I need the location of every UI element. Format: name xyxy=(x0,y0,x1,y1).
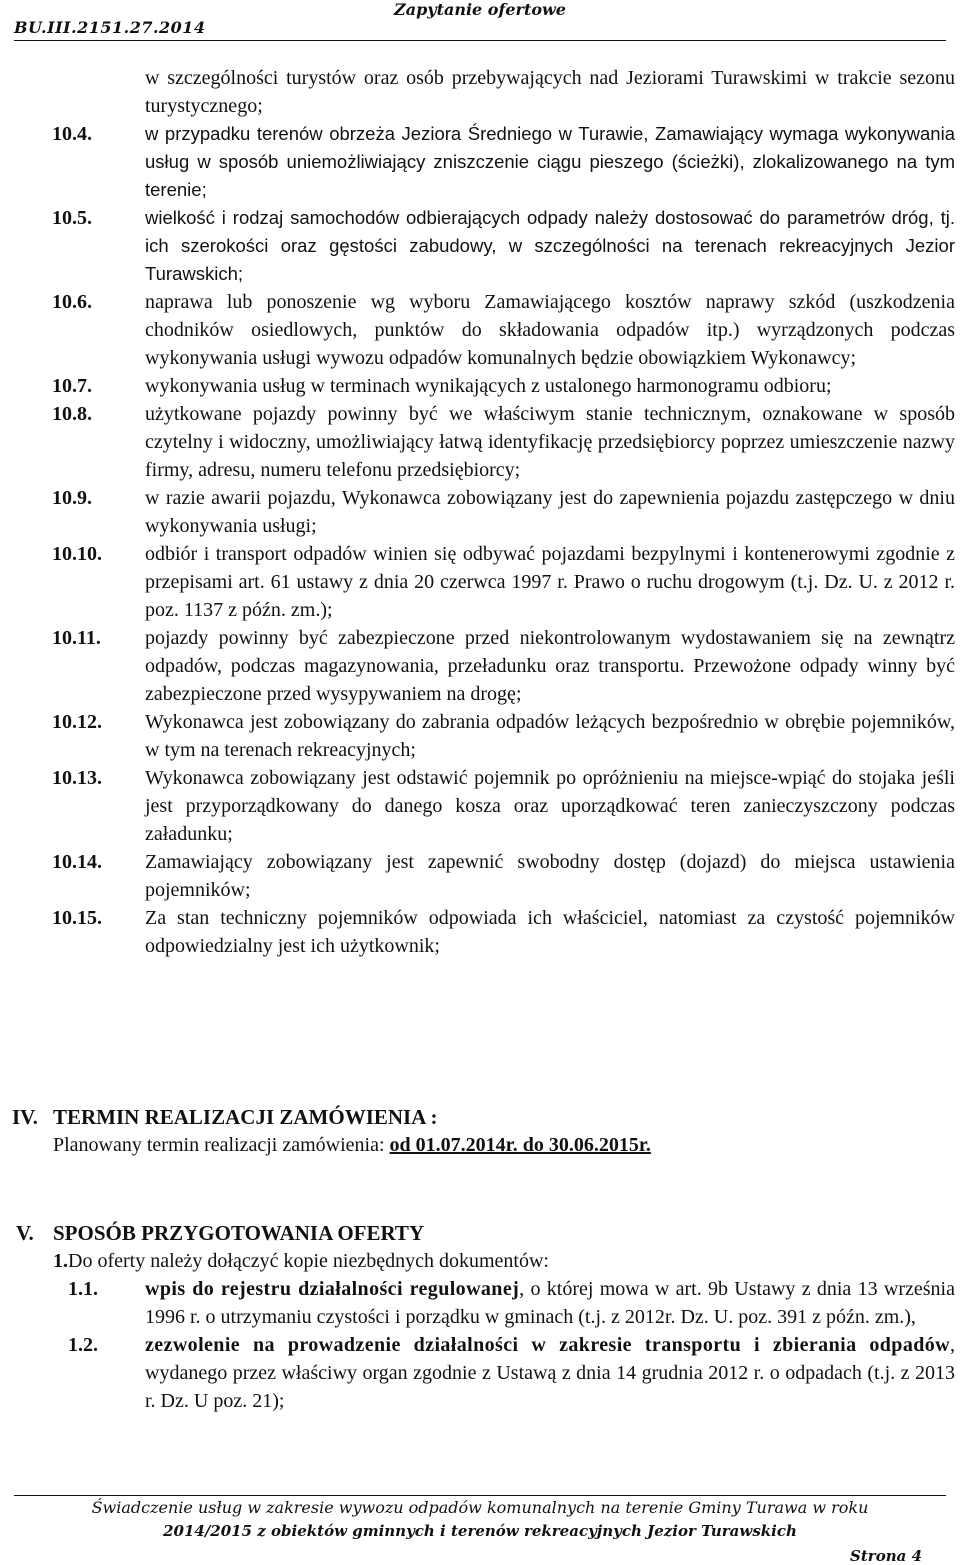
documents-list xyxy=(52,1275,955,1415)
document-item-text xyxy=(145,1275,955,1331)
item-text: Wykonawca zobowiązany jest odstawić pojemnik po opróżnieniu na miejsce-wpiąć do stojaka jeśli jest przyporządkowany do danego kosza oraz uporządkować teren zanieczyszczony podczas załadunku; xyxy=(145,767,955,845)
document-reference: BU.III.2151.27.2014 xyxy=(14,18,206,37)
list-item xyxy=(52,904,955,960)
item-text: Wykonawca jest zobowiązany do zabrania odpadów leżących bezpośrednio w obrębie pojemników, w tym na terenach rekreacyjnych; xyxy=(145,711,955,761)
list-item xyxy=(52,120,955,204)
item-number: 10.14. xyxy=(52,851,102,873)
section-v xyxy=(12,1219,954,1275)
item-number: 10.4. xyxy=(52,123,92,145)
item-number: 10.7. xyxy=(52,375,92,397)
page-number: Strona 4 xyxy=(850,1547,922,1565)
section-iv xyxy=(12,1103,954,1159)
document-item-number: 1.2. xyxy=(68,1334,98,1356)
item-number: 10.11. xyxy=(52,627,101,649)
list-item xyxy=(52,708,955,764)
item-number: 10.5. xyxy=(52,207,92,229)
section-iv-heading xyxy=(12,1103,954,1131)
section-v-intro-number: 1. xyxy=(53,1250,68,1272)
section-iv-body xyxy=(53,1131,954,1159)
item-text: wielkość i rodzaj samochodów odbierających odpady należy dostosować do parametrów dróg, tj. ich szerokości oraz gęstości zabudowy, w szczególności na terenach rekreacyjnych Jezior Turawskich; xyxy=(145,207,955,284)
document-item-number: 1.1. xyxy=(68,1278,98,1300)
page-header xyxy=(0,0,960,44)
document-item-text xyxy=(145,1331,955,1415)
document-item xyxy=(52,1331,955,1415)
footer-line-1: Świadczenie usług w zakresie wywozu odpadów komunalnych na terenie Gminy Turawa w roku xyxy=(91,1498,869,1517)
item-number: 10.10. xyxy=(52,543,102,565)
section-v-intro-text: Do oferty należy dołączyć kopie niezbędnych dokumentów: xyxy=(68,1250,549,1272)
section-iv-title: TERMIN REALIZACJI ZAMÓWIENIA : xyxy=(53,1105,438,1129)
section-v-intro xyxy=(53,1247,954,1275)
list-item xyxy=(52,372,955,400)
item-text: Za stan techniczny pojemników odpowiada ich właściciel, natomiast za czystość pojemników odpowiedzialny jest ich użytkownik; xyxy=(145,907,955,957)
document-item xyxy=(52,1275,955,1331)
item-text: naprawa lub ponoszenie wg wyboru Zamawiającego kosztów naprawy szkód (uszkodzenia chodników osiedlowych, punktów do składowania odpadów itp.) wyrządzonych podczas wykonywania usługi wywozu odpadów komunalnych będzie obowiązkiem Wykonawcy; xyxy=(145,291,955,369)
list-item xyxy=(52,764,955,848)
item-text: użytkowane pojazdy powinny być we właściwym stanie technicznym, oznakowane w sposób czytelny i widoczny, umożliwiający łatwą identyfikację przedsiębiorcy poprzez umieszczenie nazwy firmy, adresu, numeru telefonu przedsiębiorcy; xyxy=(145,403,955,481)
document-item-title: zezwolenie na prowadzenie działalności w zakresie transportu i zbierania odpadów xyxy=(145,1334,950,1356)
item-text: pojazdy powinny być zabezpieczone przed niekontrolowanym wydostawaniem się na zewnątrz odpadów, podczas magazynowania, przeładunku oraz transportu. Przewożone odpady winny być zabezpieczone przed wysypywaniem na drogę; xyxy=(145,627,955,705)
footer-line-2: 2014/2015 z obiektów gminnych i terenów rekreacyjnych Jezior Turawskich xyxy=(163,1522,797,1540)
section-v-title: SPOSÓB PRZYGOTOWANIA OFERTY xyxy=(53,1221,425,1245)
list-item xyxy=(52,484,955,540)
list-item xyxy=(52,204,955,288)
item-text: w szczególności turystów oraz osób przebywających nad Jeziorami Turawskimi w trakcie sezonu turystycznego; xyxy=(145,67,955,117)
item-number: 10.15. xyxy=(52,907,102,929)
document-item-title: wpis do rejestru działalności regulowanej xyxy=(145,1278,520,1300)
realization-term-label: Planowany termin realizacji zamówienia: xyxy=(53,1134,390,1156)
list-item xyxy=(52,64,955,120)
section-v-heading xyxy=(12,1219,954,1247)
list-item xyxy=(52,400,955,484)
document-type: Zapytanie ofertowe xyxy=(394,0,566,19)
realization-term-dates: od 01.07.2014r. do 30.06.2015r. xyxy=(389,1134,651,1156)
item-text: w przypadku terenów obrzeża Jeziora Średniego w Turawie, Zamawiający wymaga wykonywania usług w sposób uniemożliwiający zniszczenie ciągu pieszego (ścieżki), zlokalizowanego na tym terenie; xyxy=(145,123,955,200)
item-number: 10.6. xyxy=(52,291,92,313)
section-iv-number: IV. xyxy=(12,1105,38,1129)
list-item xyxy=(52,624,955,708)
item-number: 10.12. xyxy=(52,711,102,733)
item-number: 10.9. xyxy=(52,487,92,509)
footer-rule xyxy=(14,1495,946,1496)
document-item-description: , wydanego przez właściwy organ zgodnie z Ustawą z dnia 14 grudnia 2012 r. o odpadach (t.j. z 2013 r. Dz. U poz. 21); xyxy=(145,1334,955,1412)
item-number: 10.8. xyxy=(52,403,92,425)
list-item xyxy=(52,848,955,904)
document-item-description: , o której mowa w art. 9b Ustawy z dnia 13 września 1996 r. o utrzymaniu czystości i porządku w gminach (t.j. z 2012r. Dz. U. poz. 391 z późn. zm.), xyxy=(145,1278,955,1328)
section-10-list xyxy=(52,64,955,960)
item-text: wykonywania usług w terminach wynikających z ustalonego harmonogramu odbioru; xyxy=(145,375,832,397)
list-item xyxy=(52,288,955,372)
list-item xyxy=(52,540,955,624)
header-rule xyxy=(14,40,946,41)
item-text: odbiór i transport odpadów winien się odbywać pojazdami bezpylnymi i kontenerowymi zgodnie z przepisami art. 61 ustawy z dnia 20 czerwca 1997 r. Prawo o ruchu drogowym (t.j. Dz. U. z 2012 r. poz. 1137 z późn. zm.); xyxy=(145,543,955,621)
item-number: 10.13. xyxy=(52,767,102,789)
item-text: Zamawiający zobowiązany jest zapewnić swobodny dostęp (dojazd) do miejsca ustawienia pojemników; xyxy=(145,851,955,901)
item-text: w razie awarii pojazdu, Wykonawca zobowiązany jest do zapewnienia pojazdu zastępczego w dniu wykonywania usługi; xyxy=(145,487,955,537)
section-v-number: V. xyxy=(16,1221,34,1245)
